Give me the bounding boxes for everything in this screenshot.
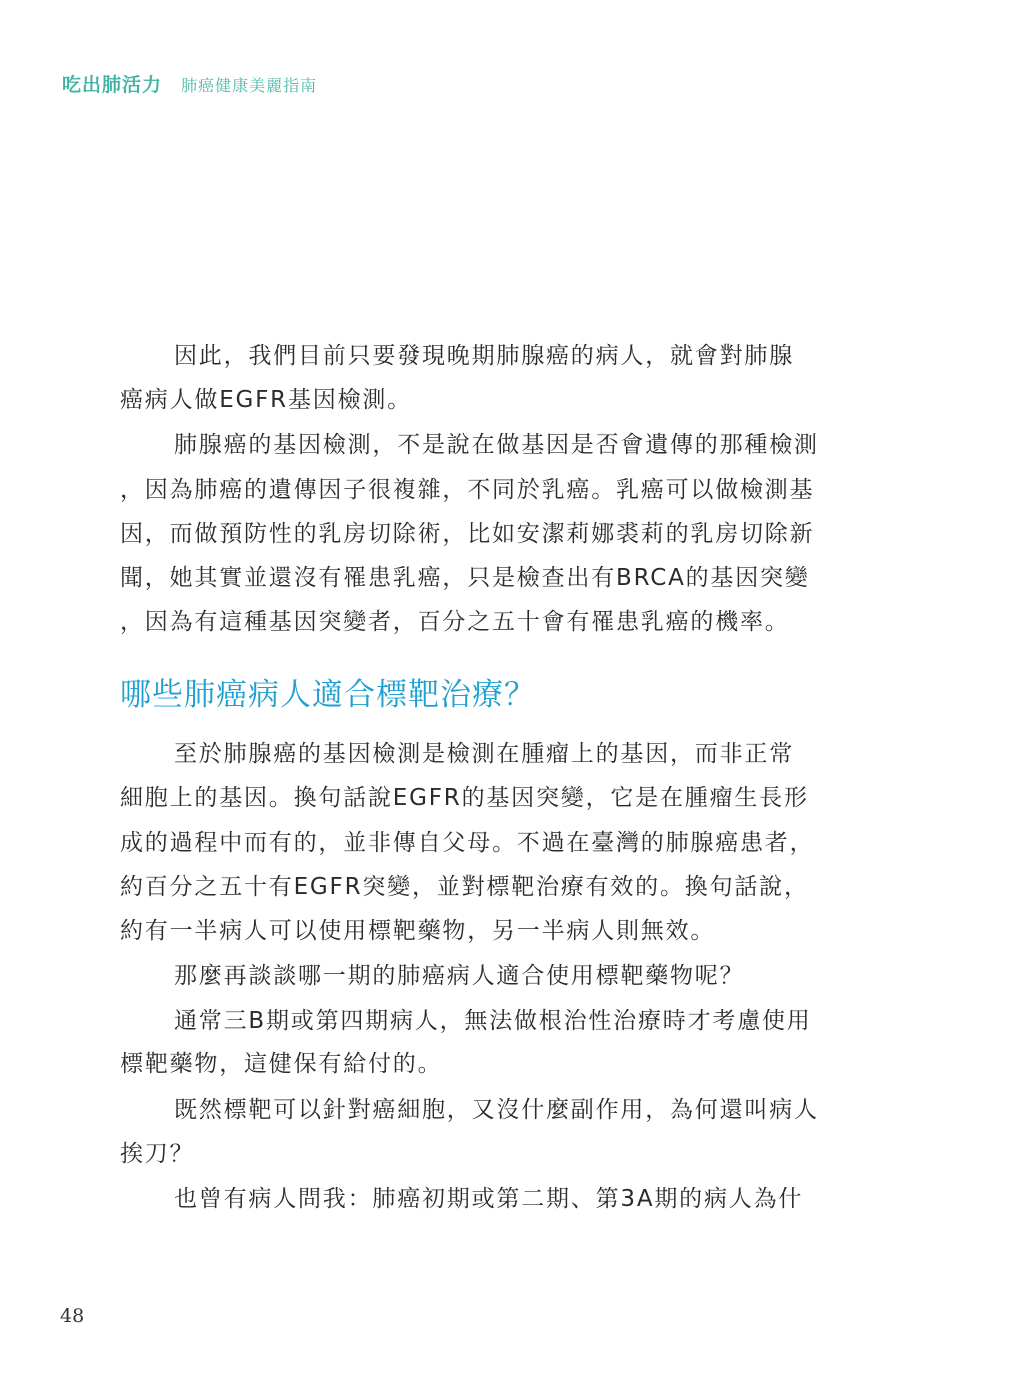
text-line: 聞，她其實並還沒有罹患乳癌，只是檢查出有BRCA的基因突變 — [120, 565, 810, 591]
text-line: 那麼再談談哪一期的肺癌病人適合使用標靶藥物呢？ — [174, 963, 745, 989]
text-line: 細胞上的基因。換句話說EGFR的基因突變，它是在腫瘤生長形 — [120, 785, 809, 811]
running-header — [62, 70, 317, 97]
text-line: ，因為有這種基因突變者，百分之五十會有罹患乳癌的機率。 — [120, 609, 790, 635]
text-line: 約有一半病人可以使用標靶藥物，另一半病人則無效。 — [120, 918, 716, 944]
text-line: 既然標靶可以針對癌細胞，又沒什麼副作用，為何還叫病人 — [174, 1097, 819, 1123]
section-heading: 哪些肺癌病人適合標靶治療？ — [120, 677, 536, 713]
text-line: 也曾有病人問我：肺癌初期或第二期、第3A期的病人為什 — [174, 1186, 804, 1212]
text-line: 約百分之五十有EGFR突變，並對標靶治療有效的。換句話說， — [120, 874, 809, 900]
text-line: 標靶藥物，這健保有給付的。 — [120, 1051, 443, 1077]
book-title: 吃出肺活力 — [62, 74, 163, 96]
text-line: 至於肺腺癌的基因檢測是檢測在腫瘤上的基因，而非正常 — [174, 741, 794, 767]
text-line: 挨刀？ — [120, 1141, 195, 1167]
text-line: 通常三B期或第四期病人，無法做根治性治療時才考慮使用 — [174, 1008, 812, 1034]
text-line: ，因為肺癌的遺傳因子很複雜，不同於乳癌。乳癌可以做檢測基 — [120, 477, 815, 503]
text-line: 因，而做預防性的乳房切除術，比如安潔莉娜裘莉的乳房切除新 — [120, 521, 815, 547]
text-line: 因此，我們目前只要發現晚期肺腺癌的病人，就會對肺腺 — [174, 343, 794, 369]
book-subtitle: 肺癌健康美麗指南 — [181, 76, 318, 95]
text-line: 成的過程中而有的，並非傳自父母。不過在臺灣的肺腺癌患者， — [120, 830, 815, 856]
text-line: 肺腺癌的基因檢測，不是說在做基因是否會遺傳的那種檢測 — [174, 432, 819, 458]
page-number: 48 — [60, 1305, 85, 1327]
text-line: 癌病人做EGFR基因檢測。 — [120, 387, 412, 413]
